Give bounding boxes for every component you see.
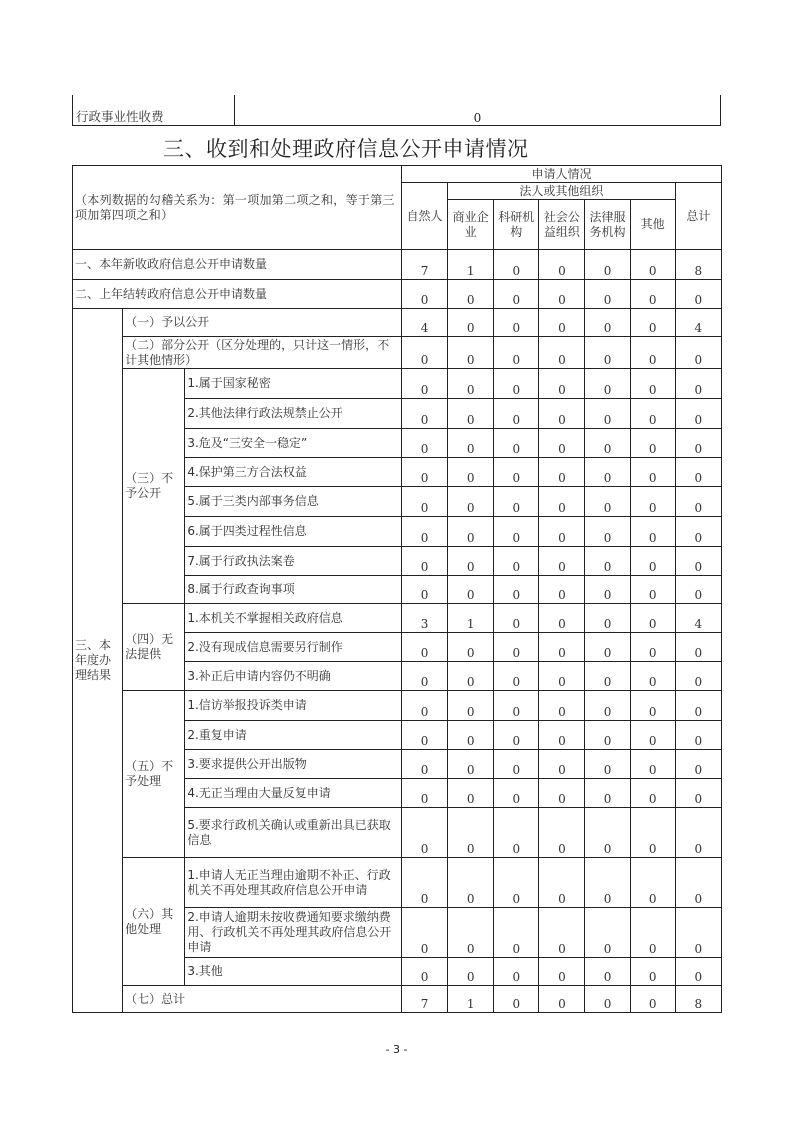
- application-table: [72, 165, 722, 1013]
- header-natural-person: 自然人: [401, 183, 447, 250]
- value-cell: 0: [401, 399, 447, 429]
- value-cell: 0: [401, 576, 447, 604]
- row-label: 8.属于行政查询事项: [185, 576, 402, 604]
- value-cell: 0: [539, 280, 585, 309]
- value-cell: 0: [539, 547, 585, 576]
- value-cell: 0: [401, 429, 447, 458]
- value-cell: 0: [675, 750, 721, 779]
- value-cell: 0: [630, 280, 675, 309]
- value-cell: 0: [630, 487, 675, 517]
- header-applicant: 申请人情况: [401, 166, 721, 183]
- value-cell: 1: [448, 250, 494, 280]
- value-cell: 0: [401, 517, 447, 547]
- value-cell: 0: [494, 986, 539, 1013]
- table-row: [73, 250, 722, 280]
- value-cell: 0: [448, 721, 494, 750]
- value-cell: 4: [675, 309, 721, 337]
- value-cell: 0: [675, 958, 721, 986]
- value-cell: 0: [448, 458, 494, 487]
- value-cell: 0: [675, 369, 721, 399]
- value-cell: 0: [401, 547, 447, 576]
- header-legal-group: 法人或其他组织: [448, 183, 676, 200]
- value-cell: 0: [539, 662, 585, 691]
- value-cell: 0: [585, 337, 630, 369]
- value-cell: 0: [494, 662, 539, 691]
- value-cell: 0: [494, 547, 539, 576]
- value-cell: 0: [585, 691, 630, 721]
- row-label: 6.属于四类过程性信息: [185, 517, 402, 547]
- row-label: 二、上年结转政府信息公开申请数量: [73, 280, 402, 309]
- value-cell: 0: [585, 517, 630, 547]
- value-cell: 0: [494, 908, 539, 958]
- value-cell: 0: [585, 250, 630, 280]
- value-cell: 0: [448, 750, 494, 779]
- header-research: 科研机构: [494, 200, 539, 250]
- value-cell: 0: [494, 250, 539, 280]
- header-row: [73, 166, 722, 183]
- value-cell: 0: [448, 633, 494, 662]
- value-cell: 0: [494, 280, 539, 309]
- value-cell: 0: [585, 858, 630, 908]
- value-cell: 0: [494, 369, 539, 399]
- header-legal-service: 法律服务机构: [585, 200, 630, 250]
- value-cell: 0: [539, 487, 585, 517]
- table-row: [73, 604, 722, 633]
- value-cell: 0: [630, 958, 675, 986]
- value-cell: 0: [401, 721, 447, 750]
- value-cell: 0: [585, 547, 630, 576]
- value-cell: 0: [585, 487, 630, 517]
- value-cell: 0: [401, 369, 447, 399]
- value-cell: 0: [630, 986, 675, 1013]
- value-cell: 0: [494, 604, 539, 633]
- value-cell: 0: [401, 487, 447, 517]
- value-cell: 0: [539, 721, 585, 750]
- value-cell: 0: [630, 808, 675, 858]
- row-label: 一、本年新收政府信息公开申请数量: [73, 250, 402, 280]
- value-cell: 0: [630, 604, 675, 633]
- result-group-label: 三、本年度办理结果: [73, 309, 123, 1013]
- value-cell: 0: [585, 280, 630, 309]
- value-cell: 0: [539, 458, 585, 487]
- value-cell: 0: [630, 547, 675, 576]
- value-cell: 0: [401, 337, 447, 369]
- subgroup-label: （六）其他处理: [123, 858, 185, 986]
- value-cell: 0: [630, 721, 675, 750]
- value-cell: 0: [494, 958, 539, 986]
- value-cell: 0: [675, 337, 721, 369]
- value-cell: 0: [448, 280, 494, 309]
- value-cell: 0: [675, 779, 721, 808]
- value-cell: 0: [539, 337, 585, 369]
- value-cell: 7: [401, 986, 447, 1013]
- value-cell: 0: [630, 250, 675, 280]
- value-cell: 0: [585, 576, 630, 604]
- value-cell: 0: [585, 429, 630, 458]
- value-cell: 0: [539, 604, 585, 633]
- value-cell: 8: [675, 250, 721, 280]
- value-cell: 0: [448, 517, 494, 547]
- row-label: 2.重复申请: [185, 721, 402, 750]
- value-cell: 0: [494, 750, 539, 779]
- value-cell: 0: [448, 576, 494, 604]
- value-cell: 0: [401, 808, 447, 858]
- row-label: 4.无正当理由大量反复申请: [185, 779, 402, 808]
- value-cell: 0: [448, 958, 494, 986]
- value-cell: 0: [630, 337, 675, 369]
- row-label: 4.保护第三方合法权益: [185, 458, 402, 487]
- value-cell: 0: [675, 280, 721, 309]
- value-cell: 0: [675, 908, 721, 958]
- value-cell: 0: [539, 309, 585, 337]
- value-cell: 0: [675, 633, 721, 662]
- value-cell: 0: [630, 429, 675, 458]
- value-cell: 0: [448, 908, 494, 958]
- value-cell: 0: [494, 576, 539, 604]
- value-cell: 0: [585, 633, 630, 662]
- fee-value: 0: [235, 95, 721, 126]
- row-label: 2.其他法律行政法规禁止公开: [185, 399, 402, 429]
- value-cell: 0: [539, 429, 585, 458]
- header-total: 总计: [675, 183, 721, 250]
- header-commercial: 商业企业: [448, 200, 494, 250]
- value-cell: 0: [494, 808, 539, 858]
- value-cell: 0: [585, 986, 630, 1013]
- value-cell: 0: [675, 399, 721, 429]
- value-cell: 0: [448, 399, 494, 429]
- row-label: （二）部分公开（区分处理的，只计这一情形，不计其他情形）: [123, 337, 402, 369]
- value-cell: 0: [539, 779, 585, 808]
- value-cell: 0: [494, 858, 539, 908]
- value-cell: 0: [494, 487, 539, 517]
- value-cell: 0: [585, 458, 630, 487]
- table-row: [73, 309, 722, 337]
- value-cell: 0: [448, 662, 494, 691]
- row-label: 1.申请人无正当理由逾期不补正、行政机关不再处理其政府信息公开申请: [185, 858, 402, 908]
- value-cell: 0: [494, 721, 539, 750]
- value-cell: 0: [675, 808, 721, 858]
- table-row: [73, 337, 722, 369]
- row-label: （一）予以公开: [123, 309, 402, 337]
- section-title: 三、收到和处理政府信息公开申请情况: [163, 137, 529, 161]
- value-cell: 0: [448, 429, 494, 458]
- value-cell: 0: [675, 858, 721, 908]
- value-cell: 0: [539, 517, 585, 547]
- value-cell: 0: [630, 691, 675, 721]
- row-label: 2.申请人逾期未按收费通知要求缴纳费用、行政机关不再处理其政府信息公开申请: [185, 908, 402, 958]
- fee-label: 行政事业性收费: [73, 95, 235, 126]
- subgroup-label: （四）无法提供: [123, 604, 185, 691]
- value-cell: 0: [448, 547, 494, 576]
- value-cell: 0: [401, 458, 447, 487]
- value-cell: 0: [448, 487, 494, 517]
- value-cell: 0: [401, 280, 447, 309]
- value-cell: 0: [585, 808, 630, 858]
- value-cell: 0: [401, 662, 447, 691]
- value-cell: 0: [630, 858, 675, 908]
- value-cell: 0: [448, 808, 494, 858]
- value-cell: 0: [585, 662, 630, 691]
- value-cell: 0: [630, 750, 675, 779]
- value-cell: 0: [401, 750, 447, 779]
- value-cell: 0: [630, 662, 675, 691]
- table-row: [73, 858, 722, 908]
- value-cell: 0: [675, 547, 721, 576]
- value-cell: 1: [448, 604, 494, 633]
- value-cell: 0: [630, 779, 675, 808]
- value-cell: 0: [630, 576, 675, 604]
- value-cell: 0: [675, 487, 721, 517]
- value-cell: 0: [539, 250, 585, 280]
- value-cell: 0: [675, 721, 721, 750]
- value-cell: 0: [539, 576, 585, 604]
- value-cell: 3: [401, 604, 447, 633]
- value-cell: 0: [401, 779, 447, 808]
- value-cell: 0: [585, 369, 630, 399]
- header-other: 其他: [630, 200, 675, 250]
- value-cell: 0: [494, 691, 539, 721]
- row-label: 2.没有现成信息需要另行制作: [185, 633, 402, 662]
- value-cell: 0: [585, 908, 630, 958]
- table-row: [73, 986, 722, 1013]
- value-cell: 0: [494, 779, 539, 808]
- value-cell: 0: [539, 908, 585, 958]
- row-label: 1.信访举报投诉类申请: [185, 691, 402, 721]
- note-cell: （本列数据的勾稽关系为：第一项加第二项之和，等于第三项加第四项之和）: [73, 166, 402, 250]
- value-cell: 0: [630, 908, 675, 958]
- value-cell: 0: [675, 576, 721, 604]
- value-cell: 0: [448, 779, 494, 808]
- fee-table: [72, 95, 721, 126]
- value-cell: 0: [585, 604, 630, 633]
- value-cell: 0: [675, 458, 721, 487]
- row-label: 5.属于三类内部事务信息: [185, 487, 402, 517]
- value-cell: 0: [585, 750, 630, 779]
- value-cell: 0: [675, 517, 721, 547]
- value-cell: 0: [494, 633, 539, 662]
- value-cell: 0: [675, 691, 721, 721]
- value-cell: 0: [448, 337, 494, 369]
- value-cell: 0: [585, 721, 630, 750]
- value-cell: 0: [630, 633, 675, 662]
- value-cell: 0: [675, 429, 721, 458]
- value-cell: 1: [448, 986, 494, 1013]
- value-cell: 0: [585, 779, 630, 808]
- table-row: [73, 691, 722, 721]
- value-cell: 0: [585, 958, 630, 986]
- value-cell: 0: [401, 633, 447, 662]
- subgroup-label: （五）不予处理: [123, 691, 185, 858]
- value-cell: 0: [539, 633, 585, 662]
- value-cell: 0: [494, 337, 539, 369]
- value-cell: 0: [585, 309, 630, 337]
- value-cell: 0: [494, 399, 539, 429]
- row-label: 1.本机关不掌握相关政府信息: [185, 604, 402, 633]
- value-cell: 0: [630, 517, 675, 547]
- value-cell: 0: [494, 458, 539, 487]
- row-label: 7.属于行政执法案卷: [185, 547, 402, 576]
- value-cell: 8: [675, 986, 721, 1013]
- header-public-welfare: 社会公益组织: [539, 200, 585, 250]
- row-label: 1.属于国家秘密: [185, 369, 402, 399]
- value-cell: 0: [448, 691, 494, 721]
- value-cell: 0: [539, 986, 585, 1013]
- value-cell: 7: [401, 250, 447, 280]
- row-label: 5.要求行政机关确认或重新出具已获取信息: [185, 808, 402, 858]
- value-cell: 0: [539, 399, 585, 429]
- row-label: 3.危及“三安全一稳定”: [185, 429, 402, 458]
- value-cell: 0: [539, 858, 585, 908]
- value-cell: 0: [675, 662, 721, 691]
- value-cell: 0: [630, 458, 675, 487]
- page-number: - 3 -: [385, 1043, 408, 1056]
- value-cell: 0: [448, 309, 494, 337]
- value-cell: 0: [630, 369, 675, 399]
- value-cell: 0: [401, 908, 447, 958]
- value-cell: 0: [539, 958, 585, 986]
- value-cell: 0: [539, 691, 585, 721]
- row-label: 3.要求提供公开出版物: [185, 750, 402, 779]
- value-cell: 0: [494, 309, 539, 337]
- value-cell: 0: [448, 369, 494, 399]
- table-row: [73, 369, 722, 399]
- subgroup-label: （三）不予公开: [123, 369, 185, 604]
- value-cell: 0: [401, 858, 447, 908]
- value-cell: 0: [539, 808, 585, 858]
- value-cell: 0: [630, 309, 675, 337]
- value-cell: 0: [448, 858, 494, 908]
- value-cell: 4: [401, 309, 447, 337]
- value-cell: 0: [401, 958, 447, 986]
- value-cell: 0: [539, 369, 585, 399]
- value-cell: 0: [630, 399, 675, 429]
- row-label: （七）总计: [123, 986, 402, 1013]
- table-row: [73, 280, 722, 309]
- value-cell: 0: [401, 691, 447, 721]
- value-cell: 0: [494, 429, 539, 458]
- value-cell: 0: [539, 750, 585, 779]
- value-cell: 0: [585, 399, 630, 429]
- value-cell: 0: [494, 517, 539, 547]
- value-cell: 4: [675, 604, 721, 633]
- row-label: 3.其他: [185, 958, 402, 986]
- row-label: 3.补正后申请内容仍不明确: [185, 662, 402, 691]
- table-row: [73, 95, 721, 126]
